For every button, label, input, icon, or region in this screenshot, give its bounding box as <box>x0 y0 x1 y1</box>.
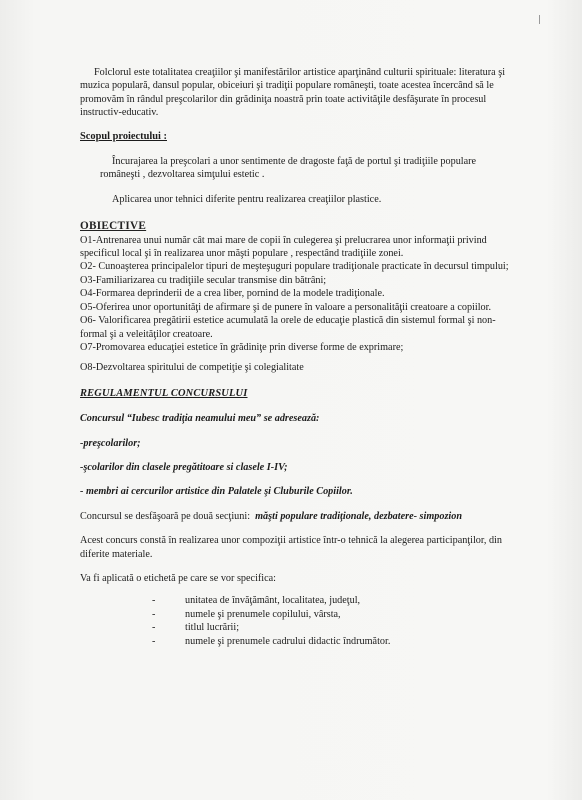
contest-sections <box>80 510 518 523</box>
scope-heading: Scopul proiectului : <box>80 130 167 142</box>
scope-text-2: Aplicarea unor tehnici diferite pentru realizarea creaţiilor plastice. <box>112 193 382 205</box>
document-body <box>80 66 518 648</box>
objective-item: O7-Promovarea educaţiei estetice în grădiniţe prin diverse forme de exprimare; <box>80 341 404 353</box>
label-requirement-item <box>80 635 518 648</box>
scope-text-1: Încurajarea la preşcolari a unor sentimente de dragoste faţă de portul şi tradiţiile populare româneşti , dezvoltarea simţului estetic . <box>100 156 477 181</box>
contest-description: Acest concurs constă în realizarea unor compoziţii artistice într-o tehnică la alegerea participanţilor, din diferite materiale. <box>80 535 502 560</box>
objective-item: O3-Familiarizarea cu tradiţiile secular transmise din bătrâni; <box>80 274 327 286</box>
label-requirement-item <box>80 594 518 607</box>
objective-item: O6- Valorificarea pregătirii estetice acumulată la orele de educaţie plastică din sistemul formal şi non-formal şi a veleităţilor creatoare. <box>80 315 496 340</box>
audience-item: -preşcolarilor; <box>80 437 141 449</box>
objective-item: O2- Cunoaşterea principalelor tipuri de meşteşuguri populare tradiţionale practicate în decursul timpului; <box>80 261 509 273</box>
objective-item: O5-Oferirea unor oportunităţi de afirmare şi de punere în valoare a personalităţii creatoare a copiilor. <box>80 301 491 313</box>
bullet-dash: - <box>152 595 156 607</box>
audience-item: - membri ai cercurilor artistice din Palatele şi Cluburile Copiilor. <box>80 486 353 498</box>
bullet-dash: - <box>152 608 156 620</box>
contest-audience-intro: Concursul “Iubesc tradiţia neamului meu” se adresează: <box>80 413 320 425</box>
objective-item: O1-Antrenarea unui număr cât mai mare de copii în culegerea şi prelucrarea unor informaţii privind specificul local şi în realizarea unor măşti populare , respectând tradiţiile zonei. <box>80 234 487 260</box>
regulations-heading: REGULAMENTUL CONCURSULUI <box>80 387 248 399</box>
contest-sections-value: măşti populare tradiţionale, dezbatere- simpozion <box>255 510 462 522</box>
label-requirement-item <box>80 608 518 621</box>
contest-sections-prefix: Concursul se desfăşoară pe două secţiuni: <box>80 510 251 522</box>
bullet-dash: - <box>152 635 156 647</box>
label-requirement-item <box>80 621 518 634</box>
label-requirement-text: numele şi prenumele cadrului didactic îndrumător. <box>185 635 391 647</box>
bullet-dash: - <box>152 622 156 634</box>
objectives-heading: OBIECTIVE <box>80 220 147 233</box>
intro-paragraph: Folclorul este totalitatea creaţiilor şi manifestărilor artistice aparţinând culturii spirituale: literatura şi muzica populară, dansul popular, obiceiuri şi tradiţii populare româneşti, toate acestea încercând să le promovăm în rândul preşcolarilor din grădiniţa noastră prin toate activităţile desfăşurate în procesul instructiv-educativ. <box>80 67 506 119</box>
objective-item: O4-Formarea deprinderii de a crea liber, pornind de la modele tradiţionale. <box>80 288 385 300</box>
label-requirement-text: unitatea de învăţământ, localitatea, judeţul, <box>185 595 361 607</box>
audience-item: -şcolarilor din clasele pregătitoare si clasele I-IV; <box>80 461 288 473</box>
label-intro: Va fi aplicată o etichetă pe care se vor specifica: <box>80 572 276 584</box>
label-requirements-list <box>80 594 518 648</box>
label-requirement-text: titlul lucrării; <box>185 622 240 634</box>
label-requirement-text: numele şi prenumele copilului, vârsta, <box>185 608 341 620</box>
objective-item-last: O8-Dezvoltarea spiritului de competiţie şi colegialitate <box>80 362 304 374</box>
scan-edge-mark <box>539 15 540 24</box>
